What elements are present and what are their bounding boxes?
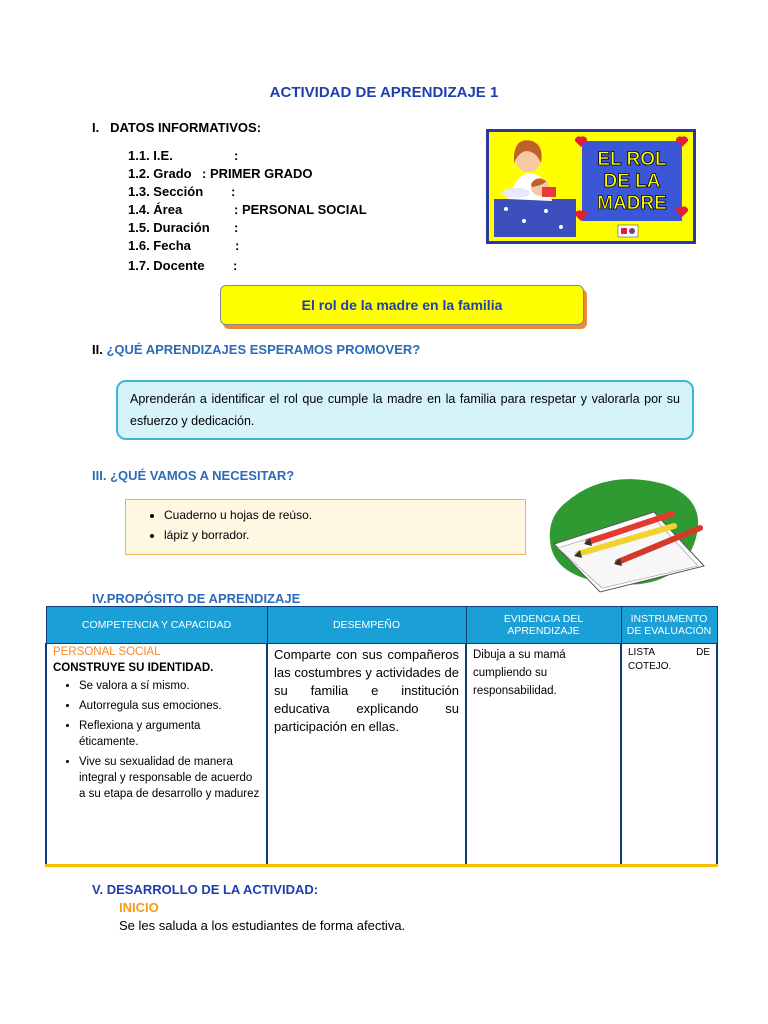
needs-item: • Cuaderno u hojas de reúso. bbox=[164, 505, 525, 525]
capacidad-item: • Reflexiona y argumenta éticamente. bbox=[79, 718, 260, 750]
dato-row bbox=[128, 220, 239, 235]
competencia-label: CONSTRUYE SU IDENTIDAD. bbox=[53, 662, 214, 674]
capacidad-item: • Se valora a sí mismo. bbox=[79, 678, 260, 694]
cell-competencia bbox=[46, 644, 267, 866]
dato-key: 1.6. Fecha bbox=[128, 238, 191, 253]
section-4-heading: IV.PROPÓSITO DE APRENDIZAJE bbox=[92, 591, 301, 606]
dato-key: 1.7. Docente bbox=[128, 258, 205, 273]
dato-separator: : bbox=[235, 238, 240, 253]
dato-row bbox=[128, 166, 313, 181]
section-2-heading bbox=[92, 342, 420, 357]
learning-box: Aprenderán a identificar el rol que cumple la madre en la familia para respetar y valorarla por su esfuerzo y dedicación. bbox=[116, 380, 694, 440]
banner-line-1: EL ROL bbox=[597, 149, 667, 170]
needs-item: • lápiz y borrador. bbox=[164, 525, 525, 545]
inicio-heading: INICIO bbox=[119, 900, 159, 915]
dato-row bbox=[128, 258, 238, 273]
dato-key: 1.1. I.E. bbox=[128, 148, 173, 163]
dato-key: 1.3. Sección bbox=[128, 184, 204, 199]
dato-value bbox=[234, 220, 238, 235]
area-label: PERSONAL SOCIAL bbox=[53, 646, 161, 658]
pencils-illustration bbox=[544, 474, 710, 596]
needs-box bbox=[125, 499, 526, 555]
mother-role-banner bbox=[486, 129, 696, 244]
dato-row bbox=[128, 202, 367, 217]
section-1-label: DATOS INFORMATIVOS: bbox=[110, 120, 262, 135]
dato-value-text: PRIMER GRADO bbox=[209, 166, 313, 181]
dato-separator: : bbox=[234, 202, 239, 217]
banner-line-3: MADRE bbox=[597, 193, 667, 214]
purpose-table bbox=[45, 606, 718, 867]
capacidad-item: • Autorregula sus emociones. bbox=[79, 698, 260, 714]
table-row bbox=[46, 644, 717, 866]
dato-value bbox=[231, 184, 235, 199]
dato-value bbox=[234, 148, 238, 163]
header-instrumento: INSTRUMENTO DE EVALUACIÓN bbox=[621, 607, 717, 644]
page-title: ACTIVIDAD DE APRENDIZAJE 1 bbox=[269, 84, 499, 101]
dato-key: 1.2. Grado bbox=[128, 166, 192, 181]
cell-evidencia: Dibuja a su mamá cumpliendo su responsabilidad. bbox=[466, 644, 621, 866]
capacidad-item: • Vive su sexualidad de manera integral y responsable de acuerdo a su etapa de desarrollo y madurez bbox=[79, 754, 260, 802]
section-3-label: ¿QUÉ VAMOS A NECESITAR? bbox=[110, 468, 295, 483]
dato-value bbox=[233, 258, 237, 273]
dato-separator: : bbox=[231, 184, 236, 199]
dato-row bbox=[128, 238, 240, 253]
section-5-heading: V. DESARROLLO DE LA ACTIVIDAD: bbox=[92, 882, 319, 897]
topic-box: El rol de la madre en la familia bbox=[220, 285, 584, 325]
dato-separator: : bbox=[234, 148, 239, 163]
section-3-heading bbox=[92, 468, 294, 483]
dato-separator: : bbox=[233, 258, 238, 273]
section-1-number: I. bbox=[92, 120, 100, 135]
dato-value bbox=[235, 238, 239, 253]
inicio-text: Se les saluda a los estudiantes de forma afectiva. bbox=[119, 918, 406, 933]
dato-separator: : bbox=[234, 220, 239, 235]
section-2-label: ¿QUÉ APRENDIZAJES ESPERAMOS PROMOVER? bbox=[106, 342, 421, 357]
section-2-number: II. bbox=[92, 342, 103, 357]
dato-value bbox=[234, 202, 367, 217]
header-competencia: COMPETENCIA Y CAPACIDAD bbox=[46, 607, 267, 644]
dato-row bbox=[128, 184, 236, 199]
header-evidencia: EVIDENCIA DEL APRENDIZAJE bbox=[466, 607, 621, 644]
section-3-number: III. bbox=[92, 468, 107, 483]
cell-instrumento: LISTA DE COTEJO. bbox=[621, 644, 717, 866]
table-header-row bbox=[46, 607, 717, 644]
dato-key: 1.4. Área bbox=[128, 202, 183, 217]
dato-separator: : bbox=[202, 166, 207, 181]
section-1-heading bbox=[92, 120, 261, 135]
header-desempeno: DESEMPEÑO bbox=[267, 607, 466, 644]
dato-value-text: PERSONAL SOCIAL bbox=[241, 202, 367, 217]
dato-row bbox=[128, 148, 239, 163]
banner-line-2: DE LA bbox=[603, 171, 661, 192]
dato-key: 1.5. Duración bbox=[128, 220, 210, 235]
dato-value bbox=[202, 166, 313, 181]
cell-desempeno: Comparte con sus compañeros las costumbres y actividades de su familia e institución educativa explicando su participación en ellas. bbox=[267, 644, 466, 866]
